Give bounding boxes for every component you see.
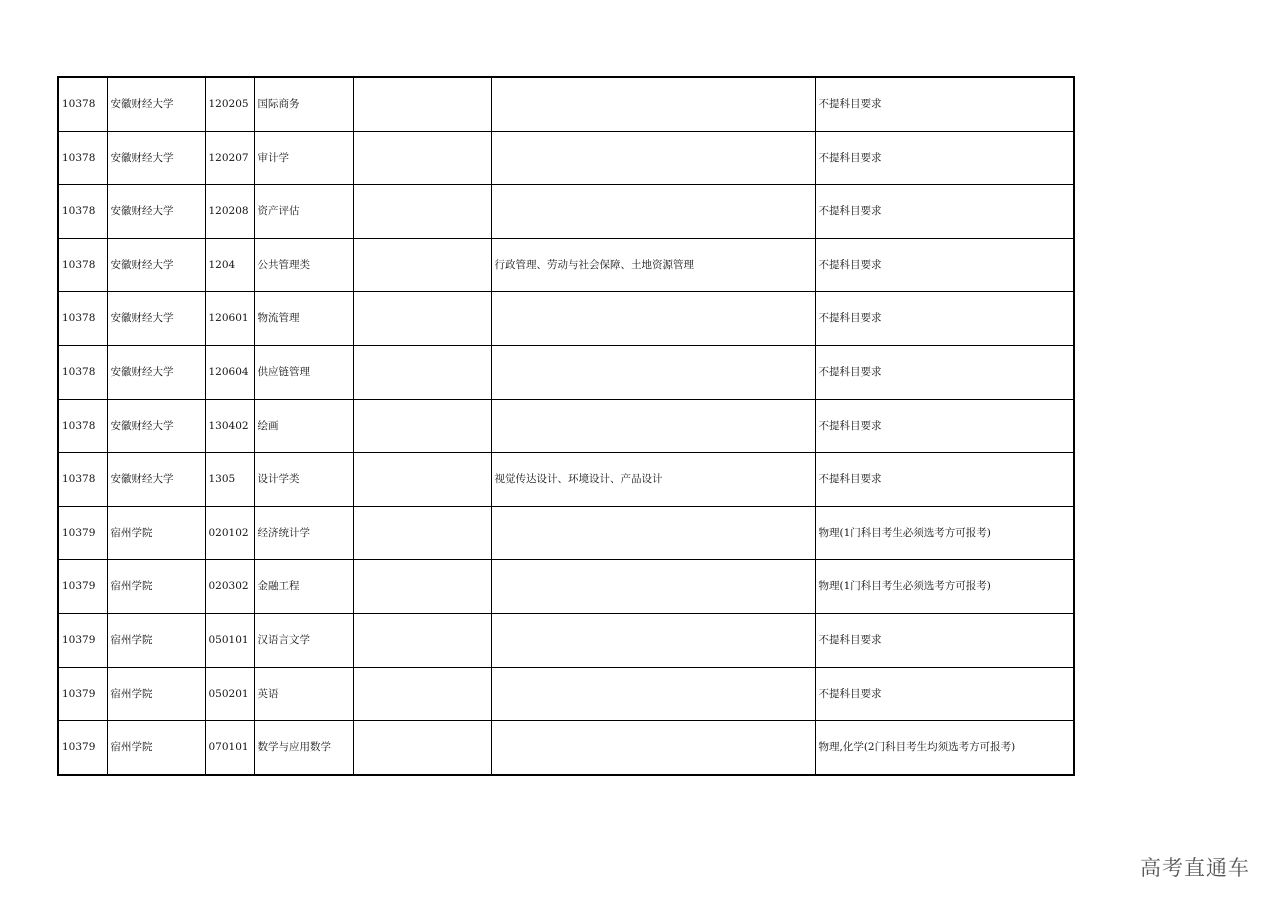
school-name-cell: 安徽财经大学 <box>107 399 205 453</box>
table-row <box>58 560 1074 614</box>
major-code-cell: 130402 <box>205 399 254 453</box>
note-cell <box>353 77 491 131</box>
included-majors-cell <box>491 131 815 185</box>
major-code-cell: 120604 <box>205 345 254 399</box>
table-row <box>58 453 1074 507</box>
school-name-cell: 安徽财经大学 <box>107 453 205 507</box>
watermark-text: 高考直通车 <box>1140 856 1250 880</box>
included-majors-cell <box>491 185 815 239</box>
major-code-cell: 1204 <box>205 238 254 292</box>
table-row <box>58 613 1074 667</box>
included-majors-cell: 行政管理、劳动与社会保障、土地资源管理 <box>491 238 815 292</box>
major-code-cell: 1305 <box>205 453 254 507</box>
major-name-cell: 资产评估 <box>254 185 353 239</box>
school-name-cell: 安徽财经大学 <box>107 238 205 292</box>
subject-requirement-cell: 不提科目要求 <box>815 399 1074 453</box>
school-code-cell: 10378 <box>58 292 107 346</box>
major-code-cell: 050201 <box>205 667 254 721</box>
school-name-cell: 宿州学院 <box>107 667 205 721</box>
school-code-cell: 10379 <box>58 506 107 560</box>
major-name-cell: 数学与应用数学 <box>254 721 353 775</box>
major-code-cell: 020302 <box>205 560 254 614</box>
subject-requirement-cell: 不提科目要求 <box>815 292 1074 346</box>
school-code-cell: 10378 <box>58 131 107 185</box>
major-code-cell: 120208 <box>205 185 254 239</box>
note-cell <box>353 185 491 239</box>
table-row <box>58 238 1074 292</box>
note-cell <box>353 399 491 453</box>
major-name-cell: 物流管理 <box>254 292 353 346</box>
major-code-cell: 050101 <box>205 613 254 667</box>
note-cell <box>353 292 491 346</box>
note-cell <box>353 613 491 667</box>
subject-requirement-cell: 不提科目要求 <box>815 185 1074 239</box>
table-row <box>58 292 1074 346</box>
major-name-cell: 金融工程 <box>254 560 353 614</box>
table-row <box>58 399 1074 453</box>
major-name-cell: 汉语言文学 <box>254 613 353 667</box>
subject-requirement-cell: 不提科目要求 <box>815 77 1074 131</box>
included-majors-cell <box>491 345 815 399</box>
included-majors-cell <box>491 721 815 775</box>
note-cell <box>353 453 491 507</box>
included-majors-cell <box>491 560 815 614</box>
note-cell <box>353 345 491 399</box>
table-row <box>58 131 1074 185</box>
school-code-cell: 10378 <box>58 399 107 453</box>
table-row <box>58 667 1074 721</box>
school-code-cell: 10378 <box>58 453 107 507</box>
major-name-cell: 经济统计学 <box>254 506 353 560</box>
subject-requirement-cell: 物理(1门科目考生必须选考方可报考) <box>815 560 1074 614</box>
major-code-cell: 020102 <box>205 506 254 560</box>
school-code-cell: 10379 <box>58 721 107 775</box>
major-name-cell: 绘画 <box>254 399 353 453</box>
included-majors-cell <box>491 506 815 560</box>
included-majors-cell: 视觉传达设计、环境设计、产品设计 <box>491 453 815 507</box>
table-row <box>58 345 1074 399</box>
major-name-cell: 供应链管理 <box>254 345 353 399</box>
table-row <box>58 185 1074 239</box>
subject-requirement-cell: 不提科目要求 <box>815 238 1074 292</box>
school-name-cell: 安徽财经大学 <box>107 77 205 131</box>
included-majors-cell <box>491 292 815 346</box>
school-name-cell: 安徽财经大学 <box>107 185 205 239</box>
subject-requirement-cell: 物理,化学(2门科目考生均须选考方可报考) <box>815 721 1074 775</box>
note-cell <box>353 721 491 775</box>
major-code-cell: 120207 <box>205 131 254 185</box>
subject-requirement-cell: 不提科目要求 <box>815 131 1074 185</box>
school-name-cell: 宿州学院 <box>107 560 205 614</box>
note-cell <box>353 131 491 185</box>
school-code-cell: 10379 <box>58 613 107 667</box>
subject-requirement-cell: 物理(1门科目考生必须选考方可报考) <box>815 506 1074 560</box>
major-code-cell: 070101 <box>205 721 254 775</box>
school-name-cell: 安徽财经大学 <box>107 345 205 399</box>
major-name-cell: 设计学类 <box>254 453 353 507</box>
subject-requirement-cell: 不提科目要求 <box>815 613 1074 667</box>
school-code-cell: 10379 <box>58 560 107 614</box>
school-code-cell: 10378 <box>58 238 107 292</box>
major-code-cell: 120205 <box>205 77 254 131</box>
subject-requirement-cell: 不提科目要求 <box>815 667 1074 721</box>
note-cell <box>353 560 491 614</box>
included-majors-cell <box>491 613 815 667</box>
subject-requirement-cell: 不提科目要求 <box>815 345 1074 399</box>
note-cell <box>353 506 491 560</box>
note-cell <box>353 667 491 721</box>
school-name-cell: 宿州学院 <box>107 721 205 775</box>
included-majors-cell <box>491 667 815 721</box>
table-row <box>58 77 1074 131</box>
subject-requirement-cell: 不提科目要求 <box>815 453 1074 507</box>
school-code-cell: 10379 <box>58 667 107 721</box>
school-name-cell: 安徽财经大学 <box>107 292 205 346</box>
table-row <box>58 721 1074 775</box>
note-cell <box>353 238 491 292</box>
school-name-cell: 安徽财经大学 <box>107 131 205 185</box>
major-code-cell: 120601 <box>205 292 254 346</box>
school-code-cell: 10378 <box>58 185 107 239</box>
major-name-cell: 英语 <box>254 667 353 721</box>
major-name-cell: 审计学 <box>254 131 353 185</box>
subject-requirement-table <box>57 76 1075 776</box>
table-row <box>58 506 1074 560</box>
included-majors-cell <box>491 399 815 453</box>
school-name-cell: 宿州学院 <box>107 613 205 667</box>
included-majors-cell <box>491 77 815 131</box>
school-name-cell: 宿州学院 <box>107 506 205 560</box>
major-name-cell: 国际商务 <box>254 77 353 131</box>
school-code-cell: 10378 <box>58 345 107 399</box>
school-code-cell: 10378 <box>58 77 107 131</box>
major-name-cell: 公共管理类 <box>254 238 353 292</box>
table-body <box>58 77 1074 775</box>
